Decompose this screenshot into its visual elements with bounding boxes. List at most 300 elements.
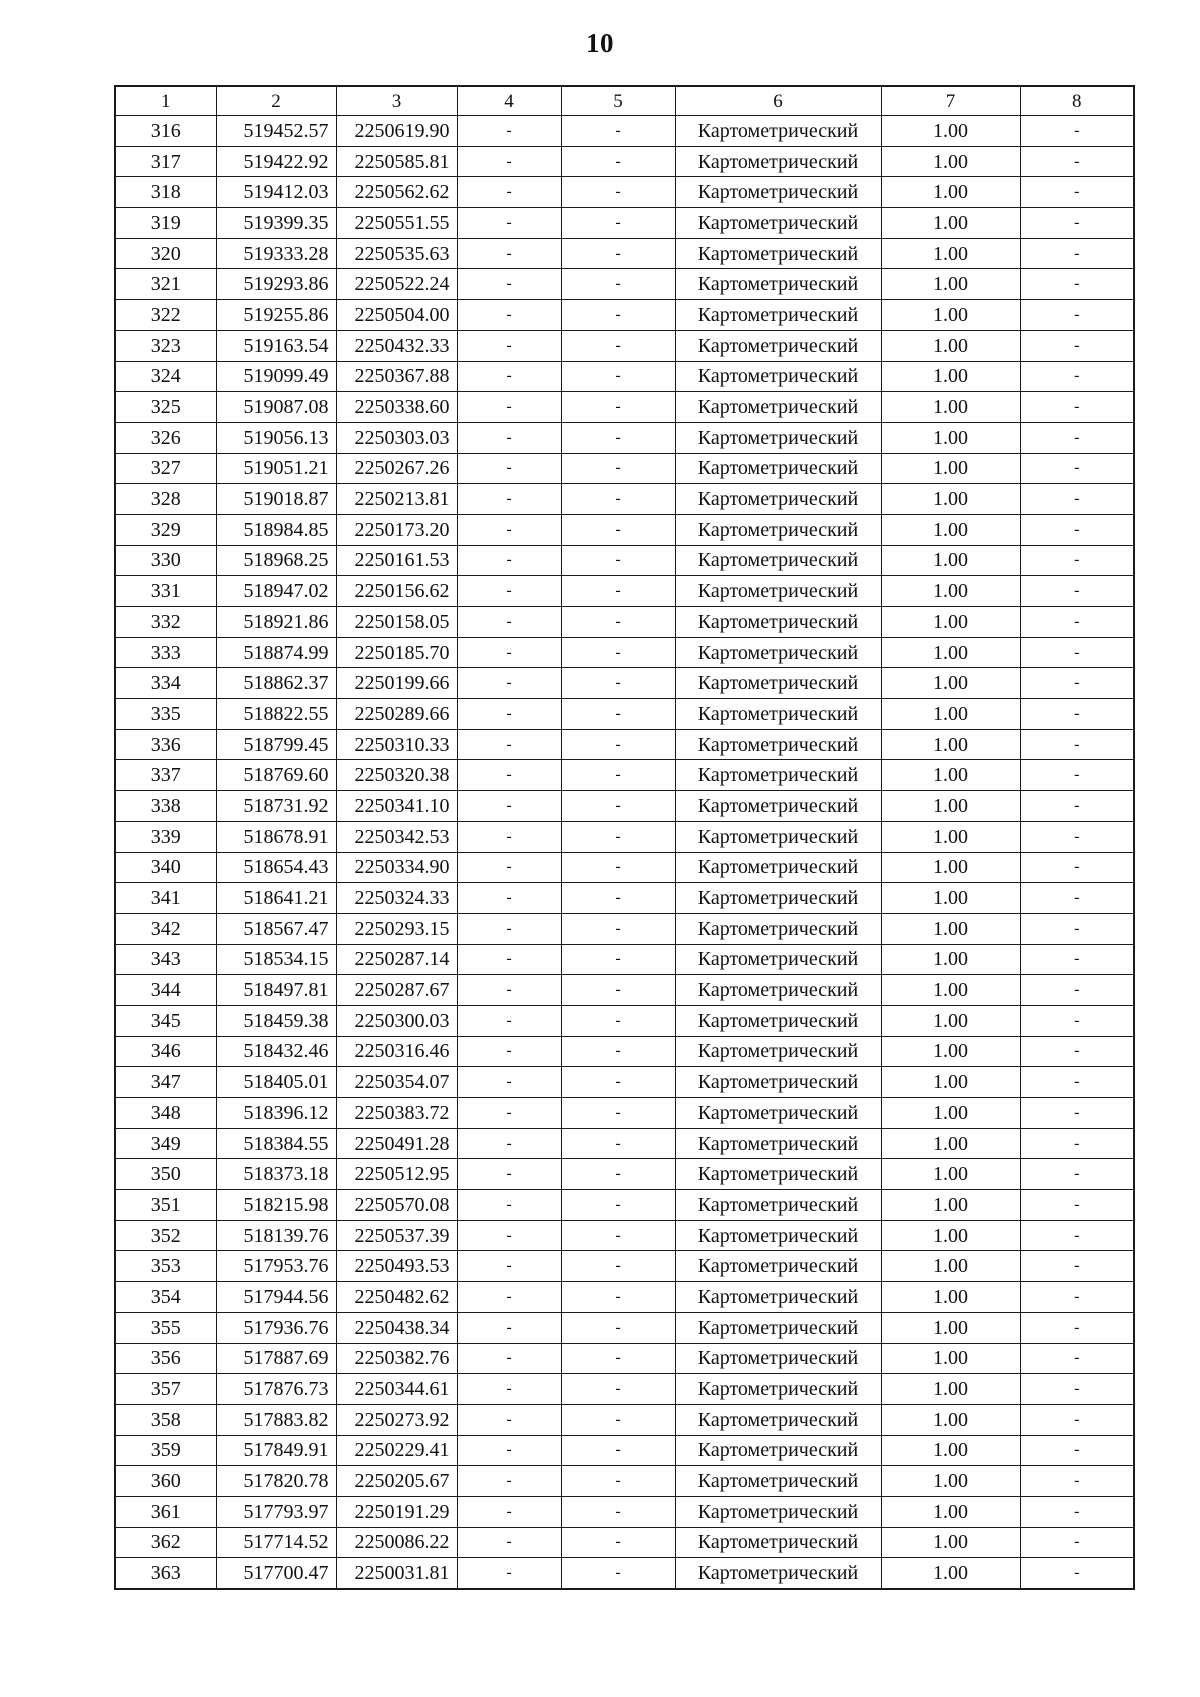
cell-2: 518459.38 <box>216 1005 336 1036</box>
table-row <box>115 116 1134 147</box>
cell-4: - <box>457 607 561 638</box>
cell-4: - <box>457 1404 561 1435</box>
cell-5: - <box>561 1527 675 1558</box>
cell-3: 2250344.61 <box>336 1374 457 1405</box>
cell-1: 344 <box>115 975 216 1006</box>
cell-6: Картометрический <box>675 729 881 760</box>
cell-2: 518731.92 <box>216 791 336 822</box>
column-header: 2 <box>216 86 336 116</box>
cell-5: - <box>561 1343 675 1374</box>
cell-4: - <box>457 791 561 822</box>
cell-1: 333 <box>115 637 216 668</box>
cell-8: - <box>1020 422 1134 453</box>
cell-1: 361 <box>115 1496 216 1527</box>
cell-2: 518373.18 <box>216 1159 336 1190</box>
cell-1: 358 <box>115 1404 216 1435</box>
cell-7: 1.00 <box>881 1067 1020 1098</box>
table-row <box>115 453 1134 484</box>
cell-1: 322 <box>115 300 216 331</box>
cell-6: Картометрический <box>675 791 881 822</box>
table-row <box>115 330 1134 361</box>
cell-3: 2250438.34 <box>336 1312 457 1343</box>
cell-2: 517883.82 <box>216 1404 336 1435</box>
cell-5: - <box>561 1312 675 1343</box>
table-row <box>115 1527 1134 1558</box>
cell-2: 519087.08 <box>216 392 336 423</box>
cell-6: Картометрический <box>675 177 881 208</box>
cell-1: 338 <box>115 791 216 822</box>
cell-4: - <box>457 177 561 208</box>
cell-8: - <box>1020 1159 1134 1190</box>
cell-7: 1.00 <box>881 668 1020 699</box>
cell-8: - <box>1020 760 1134 791</box>
cell-3: 2250512.95 <box>336 1159 457 1190</box>
cell-3: 2250367.88 <box>336 361 457 392</box>
cell-2: 519333.28 <box>216 238 336 269</box>
cell-6: Картометрический <box>675 1005 881 1036</box>
coordinates-table <box>114 85 1135 1590</box>
cell-7: 1.00 <box>881 576 1020 607</box>
cell-2: 518822.55 <box>216 699 336 730</box>
table-row <box>115 1496 1134 1527</box>
column-header: 4 <box>457 86 561 116</box>
cell-4: - <box>457 1343 561 1374</box>
cell-5: - <box>561 1190 675 1221</box>
cell-1: 359 <box>115 1435 216 1466</box>
cell-7: 1.00 <box>881 1527 1020 1558</box>
cell-5: - <box>561 330 675 361</box>
cell-5: - <box>561 116 675 147</box>
cell-1: 350 <box>115 1159 216 1190</box>
cell-3: 2250185.70 <box>336 637 457 668</box>
table-row <box>115 975 1134 1006</box>
cell-7: 1.00 <box>881 1251 1020 1282</box>
cell-1: 360 <box>115 1466 216 1497</box>
cell-2: 518654.43 <box>216 852 336 883</box>
cell-8: - <box>1020 975 1134 1006</box>
cell-8: - <box>1020 392 1134 423</box>
cell-5: - <box>561 146 675 177</box>
cell-4: - <box>457 1435 561 1466</box>
cell-6: Картометрический <box>675 913 881 944</box>
cell-3: 2250293.15 <box>336 913 457 944</box>
table-row <box>115 699 1134 730</box>
cell-3: 2250338.60 <box>336 392 457 423</box>
cell-4: - <box>457 1220 561 1251</box>
table-row <box>115 729 1134 760</box>
table-row <box>115 576 1134 607</box>
cell-7: 1.00 <box>881 146 1020 177</box>
cell-6: Картометрический <box>675 208 881 239</box>
cell-7: 1.00 <box>881 852 1020 883</box>
cell-3: 2250310.33 <box>336 729 457 760</box>
cell-7: 1.00 <box>881 1036 1020 1067</box>
cell-8: - <box>1020 913 1134 944</box>
cell-2: 518384.55 <box>216 1128 336 1159</box>
cell-8: - <box>1020 146 1134 177</box>
column-header: 6 <box>675 86 881 116</box>
table-row <box>115 1466 1134 1497</box>
cell-7: 1.00 <box>881 545 1020 576</box>
table-row <box>115 1343 1134 1374</box>
cell-8: - <box>1020 1190 1134 1221</box>
cell-6: Картометрический <box>675 392 881 423</box>
cell-2: 517944.56 <box>216 1282 336 1313</box>
cell-3: 2250562.62 <box>336 177 457 208</box>
table-row <box>115 1282 1134 1313</box>
cell-6: Картометрический <box>675 760 881 791</box>
cell-3: 2250156.62 <box>336 576 457 607</box>
table-row <box>115 1190 1134 1221</box>
cell-2: 518874.99 <box>216 637 336 668</box>
cell-7: 1.00 <box>881 760 1020 791</box>
cell-4: - <box>457 883 561 914</box>
table-body <box>115 116 1134 1590</box>
cell-8: - <box>1020 883 1134 914</box>
cell-2: 518405.01 <box>216 1067 336 1098</box>
cell-1: 330 <box>115 545 216 576</box>
cell-5: - <box>561 514 675 545</box>
cell-4: - <box>457 453 561 484</box>
cell-4: - <box>457 1128 561 1159</box>
cell-4: - <box>457 699 561 730</box>
cell-8: - <box>1020 852 1134 883</box>
cell-8: - <box>1020 269 1134 300</box>
cell-2: 517953.76 <box>216 1251 336 1282</box>
cell-2: 519399.35 <box>216 208 336 239</box>
column-header: 7 <box>881 86 1020 116</box>
cell-3: 2250535.63 <box>336 238 457 269</box>
cell-3: 2250086.22 <box>336 1527 457 1558</box>
cell-7: 1.00 <box>881 1220 1020 1251</box>
cell-8: - <box>1020 330 1134 361</box>
cell-5: - <box>561 883 675 914</box>
cell-4: - <box>457 208 561 239</box>
cell-6: Картометрический <box>675 607 881 638</box>
cell-4: - <box>457 1282 561 1313</box>
cell-3: 2250324.33 <box>336 883 457 914</box>
cell-2: 518862.37 <box>216 668 336 699</box>
cell-1: 353 <box>115 1251 216 1282</box>
table-row <box>115 238 1134 269</box>
table-row <box>115 1220 1134 1251</box>
cell-8: - <box>1020 300 1134 331</box>
cell-1: 317 <box>115 146 216 177</box>
cell-2: 518968.25 <box>216 545 336 576</box>
table-row <box>115 1128 1134 1159</box>
cell-4: - <box>457 1312 561 1343</box>
cell-3: 2250382.76 <box>336 1343 457 1374</box>
cell-7: 1.00 <box>881 1374 1020 1405</box>
cell-8: - <box>1020 453 1134 484</box>
cell-1: 339 <box>115 821 216 852</box>
cell-1: 323 <box>115 330 216 361</box>
cell-1: 334 <box>115 668 216 699</box>
cell-6: Картометрический <box>675 1374 881 1405</box>
table-row <box>115 1312 1134 1343</box>
column-header: 8 <box>1020 86 1134 116</box>
cell-3: 2250191.29 <box>336 1496 457 1527</box>
cell-3: 2250522.24 <box>336 269 457 300</box>
cell-7: 1.00 <box>881 1190 1020 1221</box>
cell-4: - <box>457 668 561 699</box>
cell-4: - <box>457 852 561 883</box>
cell-7: 1.00 <box>881 361 1020 392</box>
table-row <box>115 913 1134 944</box>
cell-1: 335 <box>115 699 216 730</box>
cell-8: - <box>1020 208 1134 239</box>
cell-2: 518534.15 <box>216 944 336 975</box>
cell-6: Картометрический <box>675 637 881 668</box>
cell-4: - <box>457 821 561 852</box>
cell-1: 343 <box>115 944 216 975</box>
cell-6: Картометрический <box>675 1190 881 1221</box>
cell-2: 518139.76 <box>216 1220 336 1251</box>
cell-5: - <box>561 637 675 668</box>
cell-4: - <box>457 1527 561 1558</box>
cell-8: - <box>1020 1067 1134 1098</box>
cell-7: 1.00 <box>881 208 1020 239</box>
cell-8: - <box>1020 1374 1134 1405</box>
cell-6: Картометрический <box>675 1404 881 1435</box>
cell-1: 331 <box>115 576 216 607</box>
cell-2: 519422.92 <box>216 146 336 177</box>
cell-8: - <box>1020 116 1134 147</box>
cell-6: Картометрический <box>675 146 881 177</box>
cell-8: - <box>1020 1496 1134 1527</box>
cell-7: 1.00 <box>881 1496 1020 1527</box>
cell-6: Картометрический <box>675 1527 881 1558</box>
cell-5: - <box>561 1404 675 1435</box>
cell-6: Картометрический <box>675 269 881 300</box>
cell-6: Картометрический <box>675 1312 881 1343</box>
cell-5: - <box>561 1036 675 1067</box>
cell-5: - <box>561 484 675 515</box>
cell-2: 519255.86 <box>216 300 336 331</box>
cell-7: 1.00 <box>881 1005 1020 1036</box>
cell-6: Картометрический <box>675 1220 881 1251</box>
cell-7: 1.00 <box>881 699 1020 730</box>
table-row <box>115 637 1134 668</box>
cell-7: 1.00 <box>881 1435 1020 1466</box>
cell-1: 325 <box>115 392 216 423</box>
cell-5: - <box>561 1251 675 1282</box>
cell-8: - <box>1020 1435 1134 1466</box>
cell-5: - <box>561 269 675 300</box>
cell-7: 1.00 <box>881 1128 1020 1159</box>
cell-6: Картометрический <box>675 238 881 269</box>
cell-1: 357 <box>115 1374 216 1405</box>
cell-5: - <box>561 1067 675 1098</box>
cell-2: 517876.73 <box>216 1374 336 1405</box>
table-row <box>115 607 1134 638</box>
cell-3: 2250199.66 <box>336 668 457 699</box>
cell-2: 517714.52 <box>216 1527 336 1558</box>
cell-8: - <box>1020 1005 1134 1036</box>
cell-8: - <box>1020 699 1134 730</box>
cell-4: - <box>457 637 561 668</box>
cell-3: 2250334.90 <box>336 852 457 883</box>
cell-5: - <box>561 238 675 269</box>
cell-4: - <box>457 361 561 392</box>
cell-2: 518497.81 <box>216 975 336 1006</box>
cell-8: - <box>1020 1558 1134 1589</box>
cell-2: 518567.47 <box>216 913 336 944</box>
cell-2: 517849.91 <box>216 1435 336 1466</box>
cell-5: - <box>561 729 675 760</box>
cell-6: Картометрический <box>675 883 881 914</box>
cell-7: 1.00 <box>881 453 1020 484</box>
cell-4: - <box>457 300 561 331</box>
cell-7: 1.00 <box>881 484 1020 515</box>
cell-1: 347 <box>115 1067 216 1098</box>
cell-4: - <box>457 1067 561 1098</box>
cell-7: 1.00 <box>881 607 1020 638</box>
cell-7: 1.00 <box>881 1282 1020 1313</box>
cell-6: Картометрический <box>675 1128 881 1159</box>
cell-7: 1.00 <box>881 330 1020 361</box>
cell-1: 327 <box>115 453 216 484</box>
cell-8: - <box>1020 1404 1134 1435</box>
cell-5: - <box>561 1128 675 1159</box>
column-header: 1 <box>115 86 216 116</box>
cell-6: Картометрический <box>675 361 881 392</box>
cell-3: 2250161.53 <box>336 545 457 576</box>
cell-4: - <box>457 1159 561 1190</box>
cell-6: Картометрический <box>675 821 881 852</box>
cell-3: 2250320.38 <box>336 760 457 791</box>
cell-7: 1.00 <box>881 729 1020 760</box>
table-row <box>115 883 1134 914</box>
cell-6: Картометрический <box>675 1343 881 1374</box>
table-row <box>115 146 1134 177</box>
table-row <box>115 1251 1134 1282</box>
cell-8: - <box>1020 607 1134 638</box>
cell-6: Картометрический <box>675 576 881 607</box>
cell-1: 346 <box>115 1036 216 1067</box>
cell-1: 326 <box>115 422 216 453</box>
cell-6: Картометрический <box>675 1466 881 1497</box>
cell-5: - <box>561 975 675 1006</box>
cell-8: - <box>1020 238 1134 269</box>
cell-1: 342 <box>115 913 216 944</box>
cell-1: 349 <box>115 1128 216 1159</box>
cell-6: Картометрический <box>675 116 881 147</box>
cell-4: - <box>457 545 561 576</box>
table-row <box>115 1098 1134 1129</box>
cell-4: - <box>457 913 561 944</box>
cell-5: - <box>561 1098 675 1129</box>
cell-3: 2250537.39 <box>336 1220 457 1251</box>
cell-4: - <box>457 729 561 760</box>
cell-6: Картометрический <box>675 545 881 576</box>
cell-8: - <box>1020 576 1134 607</box>
cell-7: 1.00 <box>881 1312 1020 1343</box>
cell-3: 2250585.81 <box>336 146 457 177</box>
cell-8: - <box>1020 1312 1134 1343</box>
cell-2: 519293.86 <box>216 269 336 300</box>
cell-3: 2250300.03 <box>336 1005 457 1036</box>
cell-5: - <box>561 208 675 239</box>
cell-5: - <box>561 913 675 944</box>
cell-5: - <box>561 1282 675 1313</box>
cell-5: - <box>561 422 675 453</box>
table-row <box>115 760 1134 791</box>
cell-4: - <box>457 484 561 515</box>
cell-4: - <box>457 1466 561 1497</box>
cell-5: - <box>561 760 675 791</box>
table-row <box>115 1067 1134 1098</box>
table-row <box>115 821 1134 852</box>
cell-5: - <box>561 1435 675 1466</box>
table-row <box>115 392 1134 423</box>
cell-7: 1.00 <box>881 422 1020 453</box>
cell-7: 1.00 <box>881 975 1020 1006</box>
cell-8: - <box>1020 1220 1134 1251</box>
cell-2: 517793.97 <box>216 1496 336 1527</box>
cell-8: - <box>1020 1282 1134 1313</box>
cell-7: 1.00 <box>881 238 1020 269</box>
cell-4: - <box>457 422 561 453</box>
cell-2: 517700.47 <box>216 1558 336 1589</box>
cell-5: - <box>561 177 675 208</box>
cell-3: 2250432.33 <box>336 330 457 361</box>
cell-6: Картометрический <box>675 1282 881 1313</box>
cell-3: 2250354.07 <box>336 1067 457 1098</box>
table-row <box>115 1558 1134 1589</box>
cell-1: 316 <box>115 116 216 147</box>
cell-5: - <box>561 1159 675 1190</box>
cell-2: 519018.87 <box>216 484 336 515</box>
cell-6: Картометрический <box>675 1036 881 1067</box>
cell-4: - <box>457 1251 561 1282</box>
cell-5: - <box>561 791 675 822</box>
cell-3: 2250158.05 <box>336 607 457 638</box>
cell-8: - <box>1020 1466 1134 1497</box>
cell-4: - <box>457 514 561 545</box>
cell-4: - <box>457 392 561 423</box>
cell-2: 519163.54 <box>216 330 336 361</box>
cell-6: Картометрический <box>675 944 881 975</box>
cell-3: 2250551.55 <box>336 208 457 239</box>
cell-2: 519412.03 <box>216 177 336 208</box>
cell-3: 2250031.81 <box>336 1558 457 1589</box>
cell-2: 518432.46 <box>216 1036 336 1067</box>
cell-3: 2250213.81 <box>336 484 457 515</box>
cell-8: - <box>1020 514 1134 545</box>
cell-2: 519452.57 <box>216 116 336 147</box>
cell-5: - <box>561 699 675 730</box>
cell-1: 329 <box>115 514 216 545</box>
table-header <box>115 86 1134 116</box>
cell-1: 362 <box>115 1527 216 1558</box>
cell-3: 2250173.20 <box>336 514 457 545</box>
cell-7: 1.00 <box>881 1159 1020 1190</box>
table-row <box>115 269 1134 300</box>
cell-2: 518921.86 <box>216 607 336 638</box>
cell-2: 517936.76 <box>216 1312 336 1343</box>
page-number: 10 <box>586 28 614 58</box>
cell-5: - <box>561 453 675 484</box>
cell-2: 518678.91 <box>216 821 336 852</box>
cell-5: - <box>561 1005 675 1036</box>
cell-6: Картометрический <box>675 1558 881 1589</box>
cell-6: Картометрический <box>675 975 881 1006</box>
table-row <box>115 1435 1134 1466</box>
cell-3: 2250341.10 <box>336 791 457 822</box>
cell-8: - <box>1020 177 1134 208</box>
cell-4: - <box>457 1496 561 1527</box>
